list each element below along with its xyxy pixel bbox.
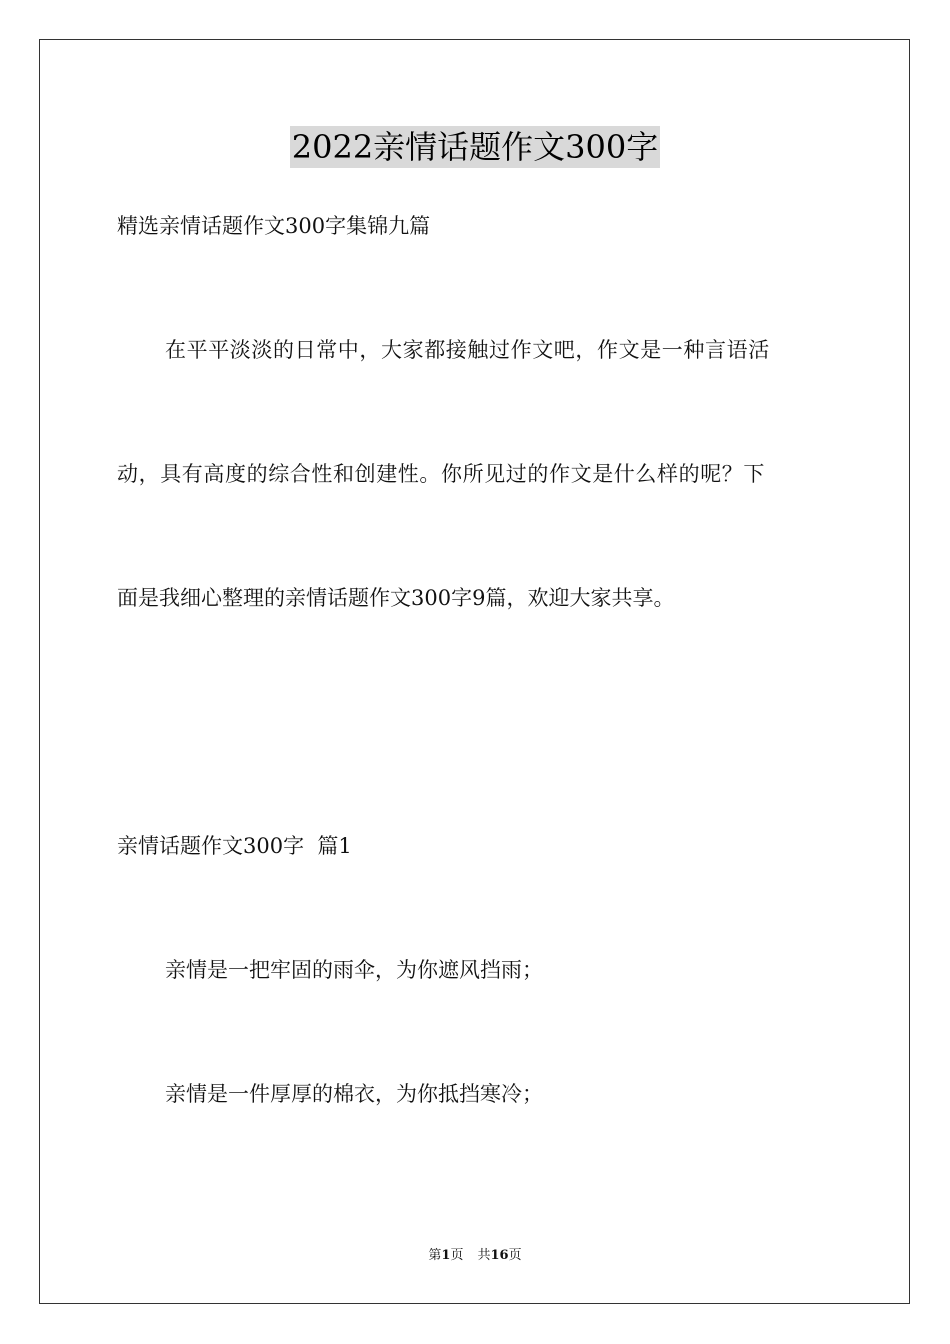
section-heading: 亲情话题作文300字 篇1 [117, 834, 352, 858]
total-pages: 16 [490, 1248, 509, 1263]
page-suffix: 页 [450, 1248, 464, 1263]
page-footer [0, 1247, 950, 1265]
page-prefix: 第 [428, 1248, 442, 1263]
body-line-1: 亲情是一把牢固的雨伞，为你遮风挡雨； [165, 958, 543, 982]
title-container [0, 126, 950, 168]
page-number: 1 [441, 1248, 451, 1263]
intro-line-1: 在平平淡淡的日常中，大家都接触过作文吧，作文是一种言语活 [165, 338, 770, 362]
intro-line-2: 动，具有高度的综合性和创建性。你所见过的作文是什么样的呢？下 [117, 462, 765, 486]
document-subtitle: 精选亲情话题作文300字集锦九篇 [117, 214, 431, 238]
intro-line-3: 面是我细心整理的亲情话题作文300字9篇，欢迎大家共享。 [117, 586, 675, 610]
total-prefix: 共 [477, 1248, 491, 1263]
document-title: 2022亲情话题作文300字 [291, 128, 659, 166]
total-suffix: 页 [508, 1248, 522, 1263]
body-line-2: 亲情是一件厚厚的棉衣，为你抵挡寒冷； [165, 1082, 543, 1106]
